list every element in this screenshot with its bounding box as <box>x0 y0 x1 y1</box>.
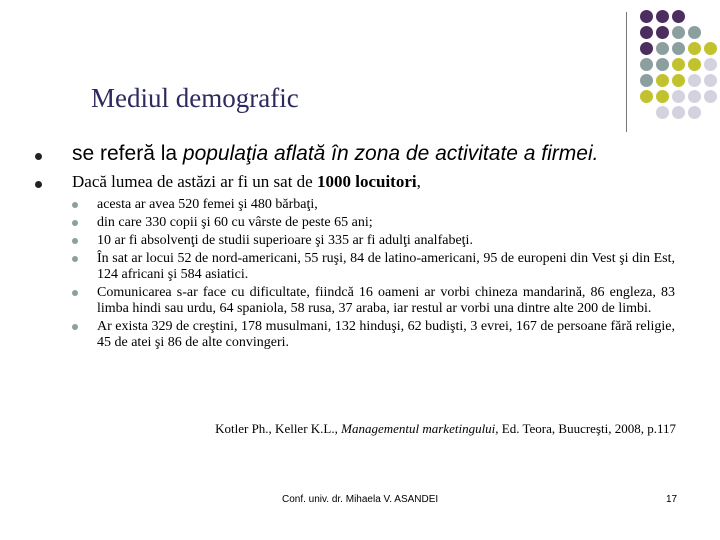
slide-title: Mediul demografic <box>91 83 299 113</box>
list-item <box>72 251 675 283</box>
decorative-dot <box>704 90 717 103</box>
list-item-text: În sat ar locui 52 de nord-americani, 55 ruşi, 84 de latino-americani, 95 de europeni din Vest şi din Est, 124 africani şi 584 asiatici. <box>97 251 675 282</box>
citation-suffix: , Ed. Teora, Buucreşti, 2008, p.117 <box>495 421 676 436</box>
bullet-dot <box>72 324 78 330</box>
decorative-dot <box>656 58 669 71</box>
bullet-dot <box>72 290 78 296</box>
list-item-text: 10 ar fi absolvenţi de studii superioare şi 335 ar fi adulţi analfabeţi. <box>97 233 473 248</box>
bullet-dot <box>72 238 78 244</box>
bullet-dot <box>72 256 78 262</box>
bullet-dot <box>35 153 42 160</box>
decorative-dot <box>640 90 653 103</box>
bullet-2-suffix: , <box>416 172 421 191</box>
list-item-text: acesta ar avea 520 femei şi 480 bărbaţi, <box>97 197 318 212</box>
list-item <box>72 285 675 317</box>
divider-line <box>626 12 627 132</box>
decorative-dot <box>656 74 669 87</box>
list-item <box>72 319 675 351</box>
decorative-dot <box>640 74 653 87</box>
decorative-dot <box>688 26 701 39</box>
decorative-dot <box>640 26 653 39</box>
decorative-dot <box>656 106 669 119</box>
decorative-dot <box>688 58 701 71</box>
list-item <box>72 197 675 213</box>
decorative-dot <box>640 42 653 55</box>
decorative-dot <box>688 90 701 103</box>
decorative-dot <box>672 10 685 23</box>
decorative-dot <box>688 106 701 119</box>
citation <box>215 421 676 437</box>
decorative-dot <box>656 26 669 39</box>
citation-book: Managementul marketingului <box>341 421 496 436</box>
decorative-dot <box>640 10 653 23</box>
decorative-dot <box>656 10 669 23</box>
decorative-dot <box>672 74 685 87</box>
list-item-text: Ar exista 329 de creştini, 178 musulmani, 132 hinduşi, 62 budişti, 3 evrei, 167 de persoane fără religie, 45 de atei şi 86 de alte convingeri. <box>97 319 675 350</box>
decorative-dot <box>704 58 717 71</box>
list-item-text: din care 330 copii şi 60 cu vârste de peste 65 ani; <box>97 215 373 230</box>
decorative-dot <box>688 74 701 87</box>
bullet-2 <box>72 172 421 192</box>
decorative-dot <box>672 106 685 119</box>
decorative-dot <box>656 90 669 103</box>
bullet-dot <box>72 202 78 208</box>
list-item <box>72 233 675 249</box>
bullet-2-bold: 1000 locuitori <box>316 172 417 191</box>
list-item <box>72 215 675 231</box>
decorative-dot <box>704 74 717 87</box>
decorative-dot <box>672 26 685 39</box>
page-number: 17 <box>666 494 678 505</box>
decorative-dot <box>672 90 685 103</box>
footer-author: Conf. univ. dr. Mihaela V. ASANDEI <box>282 494 439 505</box>
decorative-dot <box>688 42 701 55</box>
bullet-dot <box>35 181 42 188</box>
list-item-text: Comunicarea s-ar face cu dificultate, fiindcă 16 oameni ar vorbi chineza mandarină, 86 engleza, 83 limba hindi sau urdu, 64 spaniola, 58 rusa, 37 araba, iar restul ar vorbi una dintre alte 200 de limbi. <box>97 285 675 316</box>
decorative-dot <box>672 42 685 55</box>
citation-prefix: Kotler Ph., Keller K.L., <box>215 421 342 436</box>
decorative-dot <box>656 42 669 55</box>
decorative-dot <box>640 58 653 71</box>
bullet-1 <box>72 142 598 166</box>
decorative-dot <box>672 58 685 71</box>
bullet-1-prefix: se referă la <box>72 142 183 165</box>
bullet-1-emphasis: populaţia aflată în zona de activitate a firmei. <box>182 142 599 165</box>
sub-bullet-list <box>72 197 675 353</box>
bullet-dot <box>72 220 78 226</box>
bullet-2-prefix: Dacă lumea de astăzi ar fi un sat de <box>72 172 317 191</box>
decorative-dot <box>704 42 717 55</box>
